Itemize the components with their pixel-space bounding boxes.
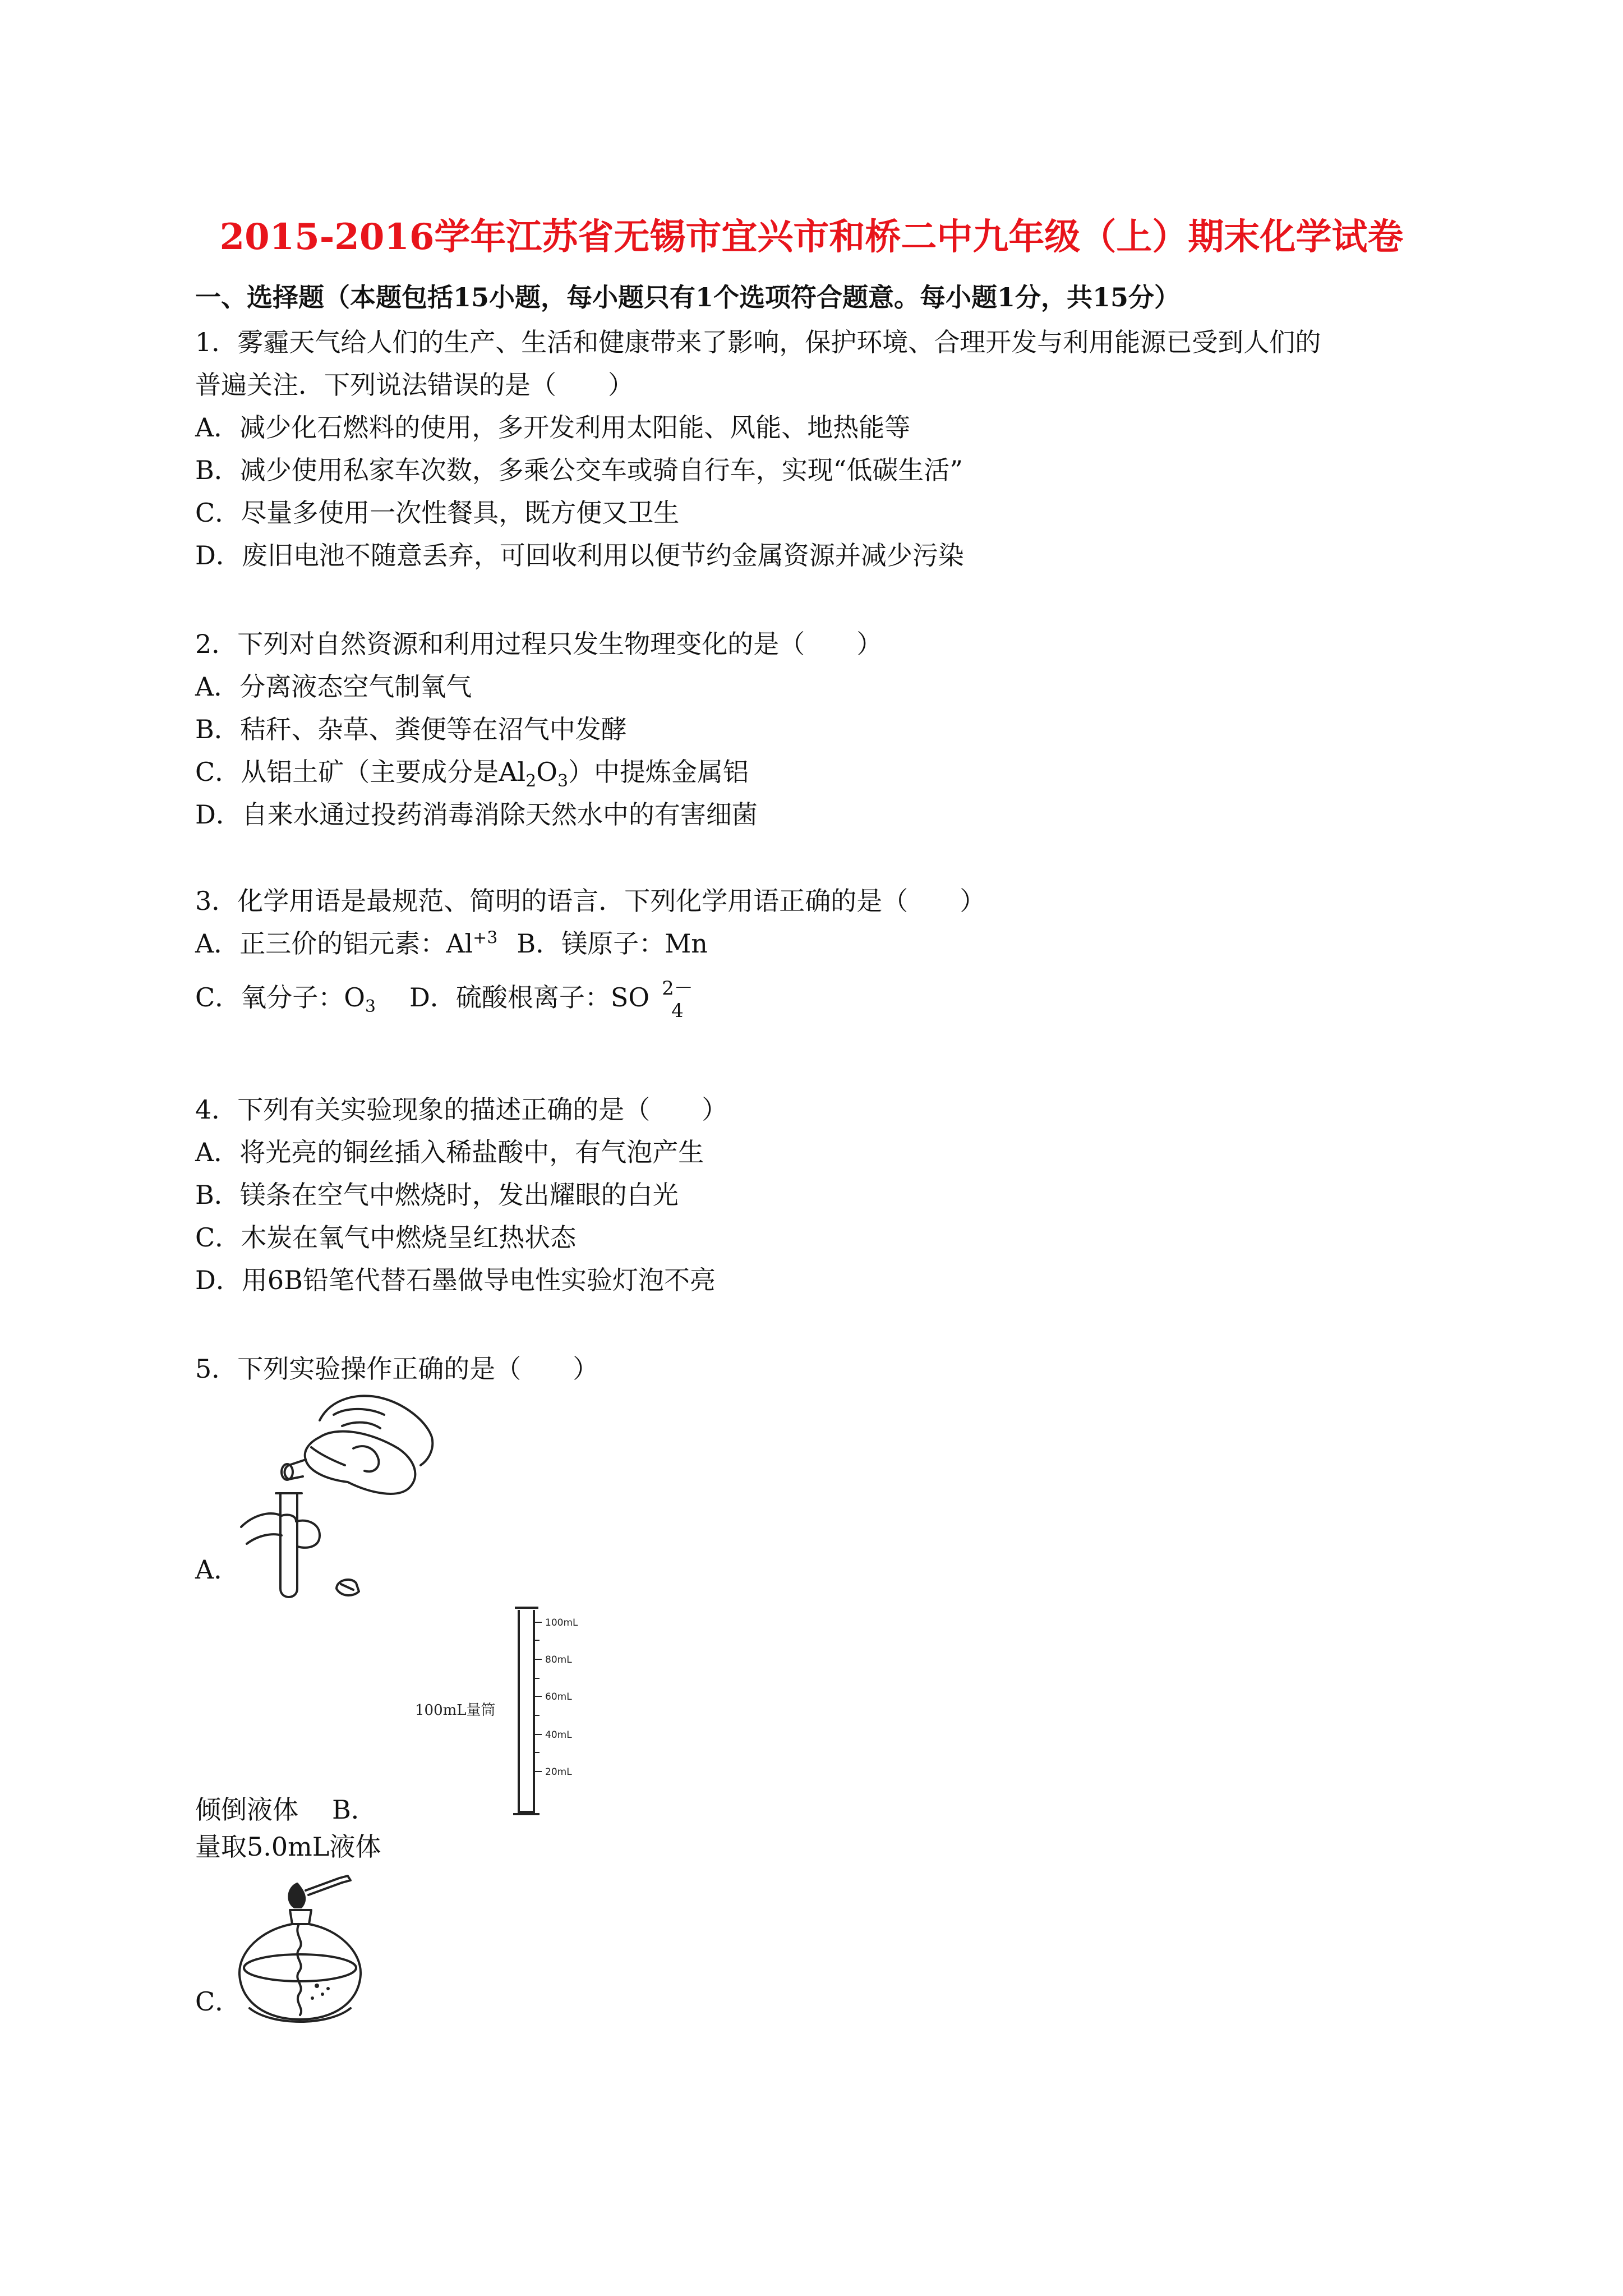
q1-option-c: C．尽量多使用一次性餐具，既方便又卫生 bbox=[195, 498, 680, 528]
q3-option-d: D．硫酸根离子：SO 2－ 4 bbox=[409, 977, 693, 1022]
q3-stem: 3．化学用语是最规范、简明的语言．下列化学用语正确的是（ ） bbox=[195, 886, 986, 916]
cylinder-tick-40: 40mL bbox=[545, 1729, 572, 1741]
q4-option-d: D．用6B铅笔代替石墨做导电性实验灯泡不亮 bbox=[195, 1265, 716, 1295]
q2-option-d: D．自来水通过投药消毒消除天然水中的有害细菌 bbox=[195, 799, 758, 830]
q1-stem-line2: 普遍关注．下列说法错误的是（ ） bbox=[195, 370, 634, 400]
q5-option-b-letter: B． bbox=[332, 1795, 377, 1825]
q5-option-b-caption: 量取5.0mL液体 bbox=[195, 1832, 381, 1862]
q2-option-b: B．秸秆、杂草、粪便等在沼气中发酵 bbox=[195, 714, 627, 744]
q4-option-c: C．木炭在氧气中燃烧呈红热状态 bbox=[195, 1222, 577, 1253]
q1-option-d: D．废旧电池不随意丢弃，可回收利用以便节约金属资源并减少污染 bbox=[195, 540, 964, 570]
cylinder-tick-100: 100mL bbox=[545, 1617, 578, 1628]
q5-option-a-letter: A． bbox=[195, 1554, 240, 1585]
alcohol-lamp-figure bbox=[227, 1868, 373, 2036]
cylinder-label: 100mL量筒 bbox=[415, 1702, 496, 1719]
q1-option-a: A．减少化石燃料的使用，多开发利用太阳能、风能、地热能等 bbox=[195, 412, 911, 443]
q5-option-a-caption-row bbox=[195, 1793, 377, 1826]
q1-stem-line1: 1．雾霾天气给人们的生产、生活和健康带来了影响，保护环境、合理开发与利用能源已受到人们的 bbox=[195, 327, 1321, 357]
pouring-liquid-figure bbox=[236, 1381, 449, 1605]
graduated-cylinder-figure bbox=[404, 1600, 594, 1824]
q4-option-a: A．将光亮的铜丝插入稀盐酸中，有气泡产生 bbox=[195, 1137, 704, 1167]
sulfate-charge-notation: 2－ 4 bbox=[662, 977, 693, 1022]
q1-option-b: B．减少使用私家车次数，多乘公交车或骑自行车，实现“低碳生活” bbox=[195, 455, 963, 485]
cylinder-tick-80: 80mL bbox=[545, 1654, 572, 1665]
q5-option-a-caption: 倾倒液体 bbox=[195, 1795, 298, 1825]
section-heading: 一、选择题（本题包括15小题，每小题只有1个选项符合题意。每小题1分，共15分） bbox=[195, 282, 1181, 312]
cylinder-tick-60: 60mL bbox=[545, 1691, 572, 1703]
q3-option-a: A．正三价的铝元素：$Al^{+3}$ bbox=[195, 928, 498, 959]
page-title: 2015-2016学年江苏省无锡市宜兴市和桥二中九年级（上）期末化学试卷 bbox=[219, 216, 1404, 258]
q3-option-c: C．氧分子：$O_3$ bbox=[195, 982, 376, 1017]
q4-option-b: B．镁条在空气中燃烧时，发出耀眼的白光 bbox=[195, 1180, 679, 1210]
q4-stem: 4．下列有关实验现象的描述正确的是（ ） bbox=[195, 1094, 728, 1125]
q2-stem: 2．下列对自然资源和利用过程只发生物理变化的是（ ） bbox=[195, 629, 883, 659]
cylinder-tick-20: 20mL bbox=[545, 1766, 572, 1778]
q3-option-b: B．镁原子：Mn bbox=[517, 928, 708, 959]
q5-option-c-letter: C． bbox=[195, 1986, 241, 2017]
q2-option-c: C．从铝土矿（主要成分是$Al_2O_3$）中提炼金属铝 bbox=[195, 757, 749, 792]
q3-options-cd bbox=[195, 977, 693, 1022]
q3-options-ab bbox=[195, 927, 708, 960]
q2-option-a: A．分离液态空气制氧气 bbox=[195, 671, 472, 702]
q5-stem: 5．下列实验操作正确的是（ ） bbox=[195, 1354, 599, 1384]
